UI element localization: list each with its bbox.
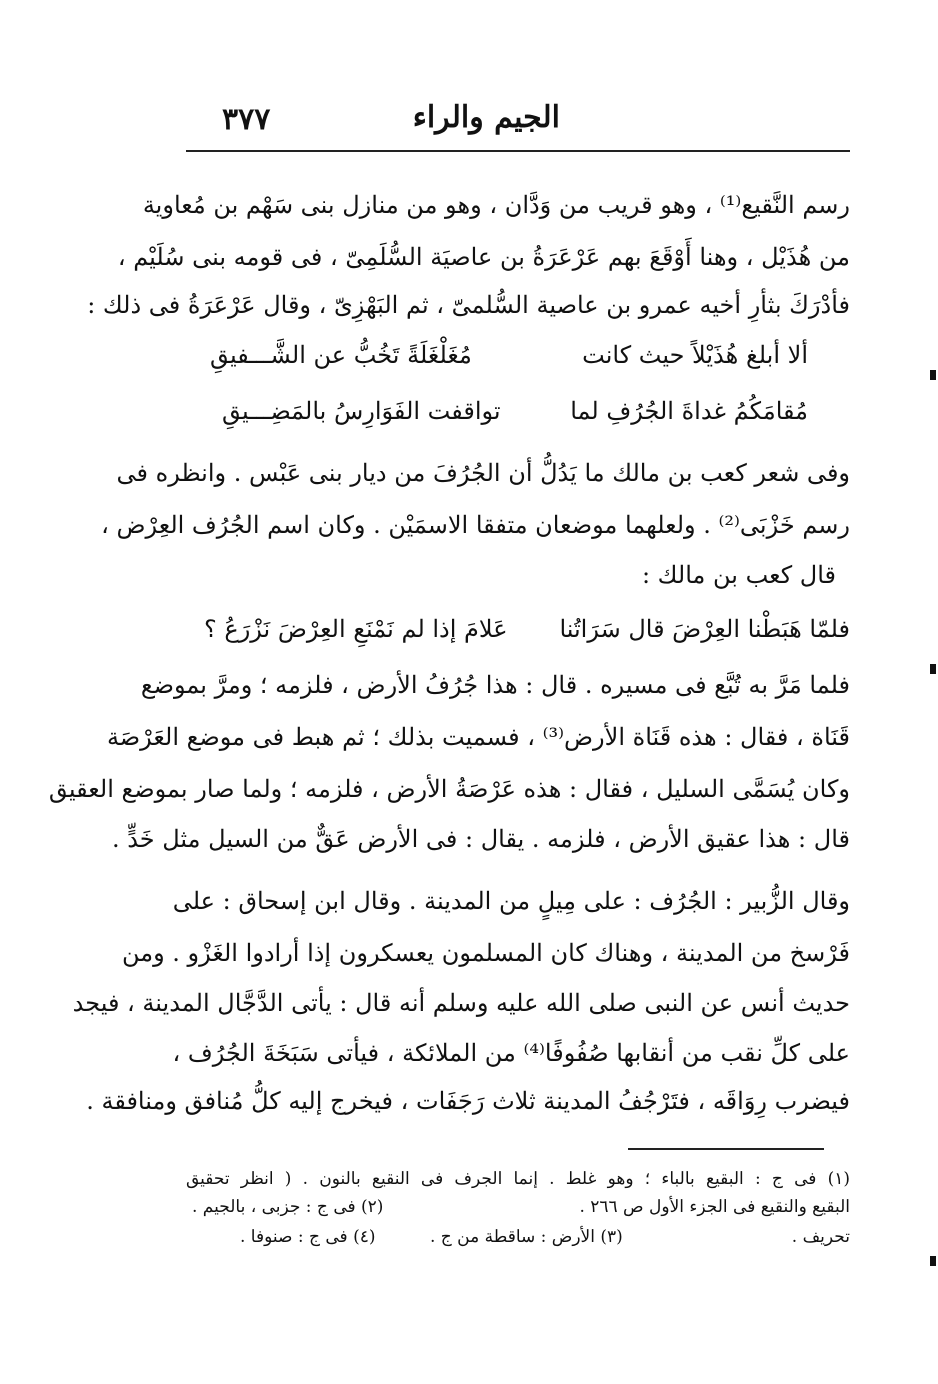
footnote-part: (٣) الأرض : ساقطة من ج . — [430, 1227, 623, 1247]
body-line: على كلِّ نقب من أنقابها صُفُوفًا⁽⁴⁾ من الملائكة ، فيأتى سَبَخَةَ الجُرُف ، — [172, 1039, 850, 1067]
header-rule — [186, 150, 850, 152]
footnote-part: البقيع والنقيع فى الجزء الأول ص ٢٦٦ . — [579, 1197, 850, 1217]
body-line: من هُذَيْل ، وهنا أَوْقَعَ بهم عَرْعَرَةُ بن عاصيَة السُّلَمِىّ ، فى قومه بنى سُلَيْم ، — [117, 243, 850, 271]
verse-2-hemistich-right: مُقامَكُمُ غداةَ الجُرُفِ لما — [570, 397, 808, 425]
body-line: فلما مَرَّ به تُبَّع فى مسيره . قال : هذا جُرُفُ الأرض ، فلزمه ؛ ومرَّ بموضع — [140, 671, 850, 699]
page-number: ٣٧٧ — [222, 102, 271, 137]
body-line: قَنَاة ، فقال : هذه قَنَاة الأرض⁽³⁾ ، فسميت بذلك ؛ ثم هبط فى موضع العَرْصَة — [106, 723, 850, 751]
verse-2-hemistich-left: تواقفت الفَوَارِسُ بالمَضِـــيقِ — [222, 397, 501, 425]
verse-3-hemistich-right: فلمّا هَبَطْنا العِرْضَ قال سَرَاتُنا — [559, 615, 850, 643]
scan-mark — [930, 1256, 936, 1266]
footnote-rule — [628, 1148, 824, 1150]
scan-mark — [930, 370, 936, 380]
body-line: قال : هذا عقيق الأرض ، فلزمه . يقال : فى الأرض عَقٌّ من السيل مثل خَدٍّ . — [111, 825, 850, 853]
body-line: وكان يُسَمَّى السليل ، فقال : هذه عَرْصَةُ الأرض ، فلزمه ؛ ولما صار بموضع العقيق — [48, 775, 850, 803]
body-line: فَرْسخ من المدينة ، وهناك كان المسلمون يعسكرون إذا أرادوا الغَزْو . ومن — [121, 939, 850, 967]
footnote-part: (٤) فى ج : صنوفا . — [240, 1227, 376, 1247]
page-header — [186, 96, 850, 144]
footnote-line: (١) فى ج : البقيع بالباء ؛ وهو غلط . إنما الجرف فى النقيع بالنون . ( انظر تحقيق — [186, 1169, 850, 1189]
scan-mark — [930, 664, 936, 674]
body-line: حديث أنس عن النبى صلى الله عليه وسلم أنه قال : يأتى الدَّجَّال المدينة ، فيجد — [72, 989, 850, 1017]
body-line: رسم النَّقيع⁽¹⁾ ، وهو قريب من وَدَّان ، وهو من منازل بنى سَهْم بن مُعاوية — [142, 191, 850, 219]
running-head: الجيم والراء — [412, 100, 560, 135]
body-line: وفى شعر كعب بن مالك ما يَدُلُّ أن الجُرُفَ من ديار بنى عَبْس . وانظره فى — [116, 459, 850, 487]
verse-1-hemistich-left: مُغَلْغَلَةً تَخُبُّ عن الشَّـــفيقِ — [210, 341, 472, 369]
verse-3-hemistich-left: عَلامَ إذا لم نَمْنَعِ العِرْضَ نَزْرَعُ ؟ — [204, 615, 508, 643]
footnote-part: (٢) فى ج : جزبى ، بالجيم . — [192, 1197, 384, 1217]
footnote-part: تحريف . — [791, 1227, 850, 1247]
body-line: فأدْرَكَ بثأرِ أخيه عمرو بن عاصية السُّلمىّ ، ثم البَهْزِىّ ، وقال عَرْعَرَةُ فى ذلك : — [87, 291, 850, 319]
body-line: فيضرب رِوَاقَه ، فتَرْجُفُ المدينة ثلاث رَجَفَات ، فيخرج إليه كلُّ مُنافق ومنافقة . — [86, 1087, 850, 1115]
body-line: وقال الزُّبير : الجُرُف : على مِيلٍ من المدينة . وقال ابن إسحاق : على — [172, 887, 850, 915]
verse-1-hemistich-right: ألا أبلغ هُذَيْلاً حيث كانت — [582, 341, 808, 369]
body-line: رسم خَزْبَى⁽²⁾ . ولعلهما موضعان متفقا الاسمَيْن . وكان اسم الجُرُف العِرْض ، — [101, 511, 850, 539]
body-line: قال كعب بن مالك : — [641, 561, 836, 589]
